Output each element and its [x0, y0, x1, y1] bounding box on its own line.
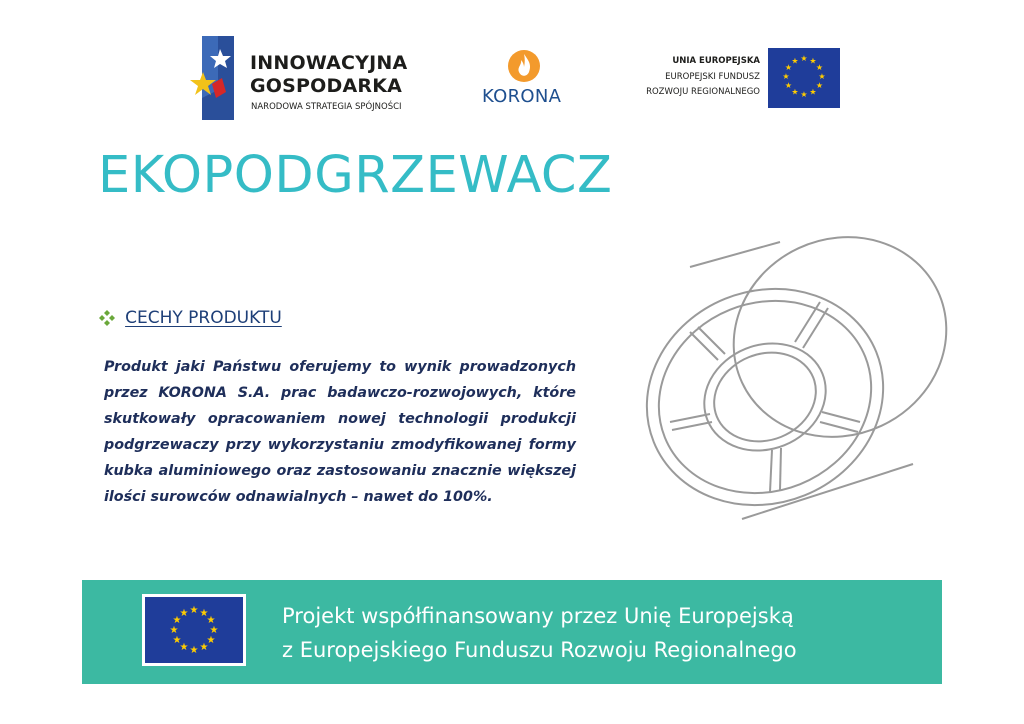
- korona-name: KORONA: [482, 86, 562, 107]
- svg-text:★: ★: [818, 72, 826, 81]
- svg-text:★: ★: [179, 642, 189, 653]
- flame-icon: [506, 46, 542, 84]
- unia-europejska-logo: [628, 48, 844, 110]
- page-title: EKOPODGRZEWACZ: [98, 146, 613, 205]
- svg-text:★: ★: [206, 615, 216, 626]
- svg-text:★: ★: [800, 90, 808, 99]
- section-heading: [98, 307, 282, 328]
- svg-text:★: ★: [782, 72, 790, 81]
- diamond-bullet-icon: [98, 309, 116, 327]
- innowacyjna-emblem-icon: [188, 32, 244, 124]
- svg-text:★: ★: [189, 645, 199, 656]
- innowacyjna-gospodarka-logo: [188, 32, 428, 124]
- svg-text:★: ★: [172, 635, 182, 646]
- footer-banner: [82, 580, 942, 684]
- footer-line1: Projekt współfinansowany przez Unię Europejską: [282, 604, 794, 628]
- svg-text:★: ★: [809, 56, 817, 66]
- svg-text:★: ★: [199, 642, 209, 653]
- svg-text:★: ★: [189, 605, 199, 616]
- innowacyjna-line3: NARODOWA STRATEGIA SPÓJNOŚCI: [251, 102, 402, 112]
- svg-text:★: ★: [209, 625, 219, 636]
- innowacyjna-line2: GOSPODARKA: [250, 75, 403, 97]
- svg-text:★: ★: [199, 608, 209, 619]
- korona-logo: [478, 46, 568, 112]
- svg-text:★: ★: [179, 608, 189, 619]
- ue-line1: UNIA EUROPEJSKA: [672, 56, 760, 66]
- ue-line2: EUROPEJSKI FUNDUSZ: [665, 72, 760, 82]
- svg-text:★: ★: [169, 625, 179, 636]
- product-drawing: [630, 232, 960, 532]
- eu-flag-icon: [768, 48, 840, 108]
- svg-text:★: ★: [815, 63, 824, 72]
- section-heading-label: CECHY PRODUKTU: [125, 307, 282, 328]
- footer-line2: z Europejskiego Funduszu Rozwoju Regionalnego: [282, 638, 797, 662]
- product-description: Produkt jaki Państwu oferujemy to wynik prowadzonych przez KORONA S.A. prac badawczo-rozwojowych, które skutkowały opracowaniem nowej technologii produkcji podgrzewaczy przy wykorzystaniu zmodyfikowanej formy kubka aluminiowego oraz zastosowaniu znacznie większej ilości surowców odnawialnych – nawet do 100%.: [104, 359, 576, 505]
- ue-line3: ROZWOJU REGIONALNEGO: [646, 87, 760, 97]
- svg-text:★: ★: [784, 63, 793, 72]
- eu-flag-icon: [142, 594, 246, 666]
- svg-text:★: ★: [809, 87, 817, 97]
- innowacyjna-line1: INNOWACYJNA: [250, 52, 408, 74]
- svg-text:★: ★: [791, 87, 799, 97]
- svg-text:★: ★: [791, 56, 799, 66]
- svg-text:★: ★: [800, 54, 808, 63]
- svg-text:★: ★: [206, 635, 216, 646]
- svg-text:★: ★: [815, 81, 824, 90]
- svg-text:★: ★: [784, 81, 793, 90]
- svg-text:★: ★: [172, 615, 182, 626]
